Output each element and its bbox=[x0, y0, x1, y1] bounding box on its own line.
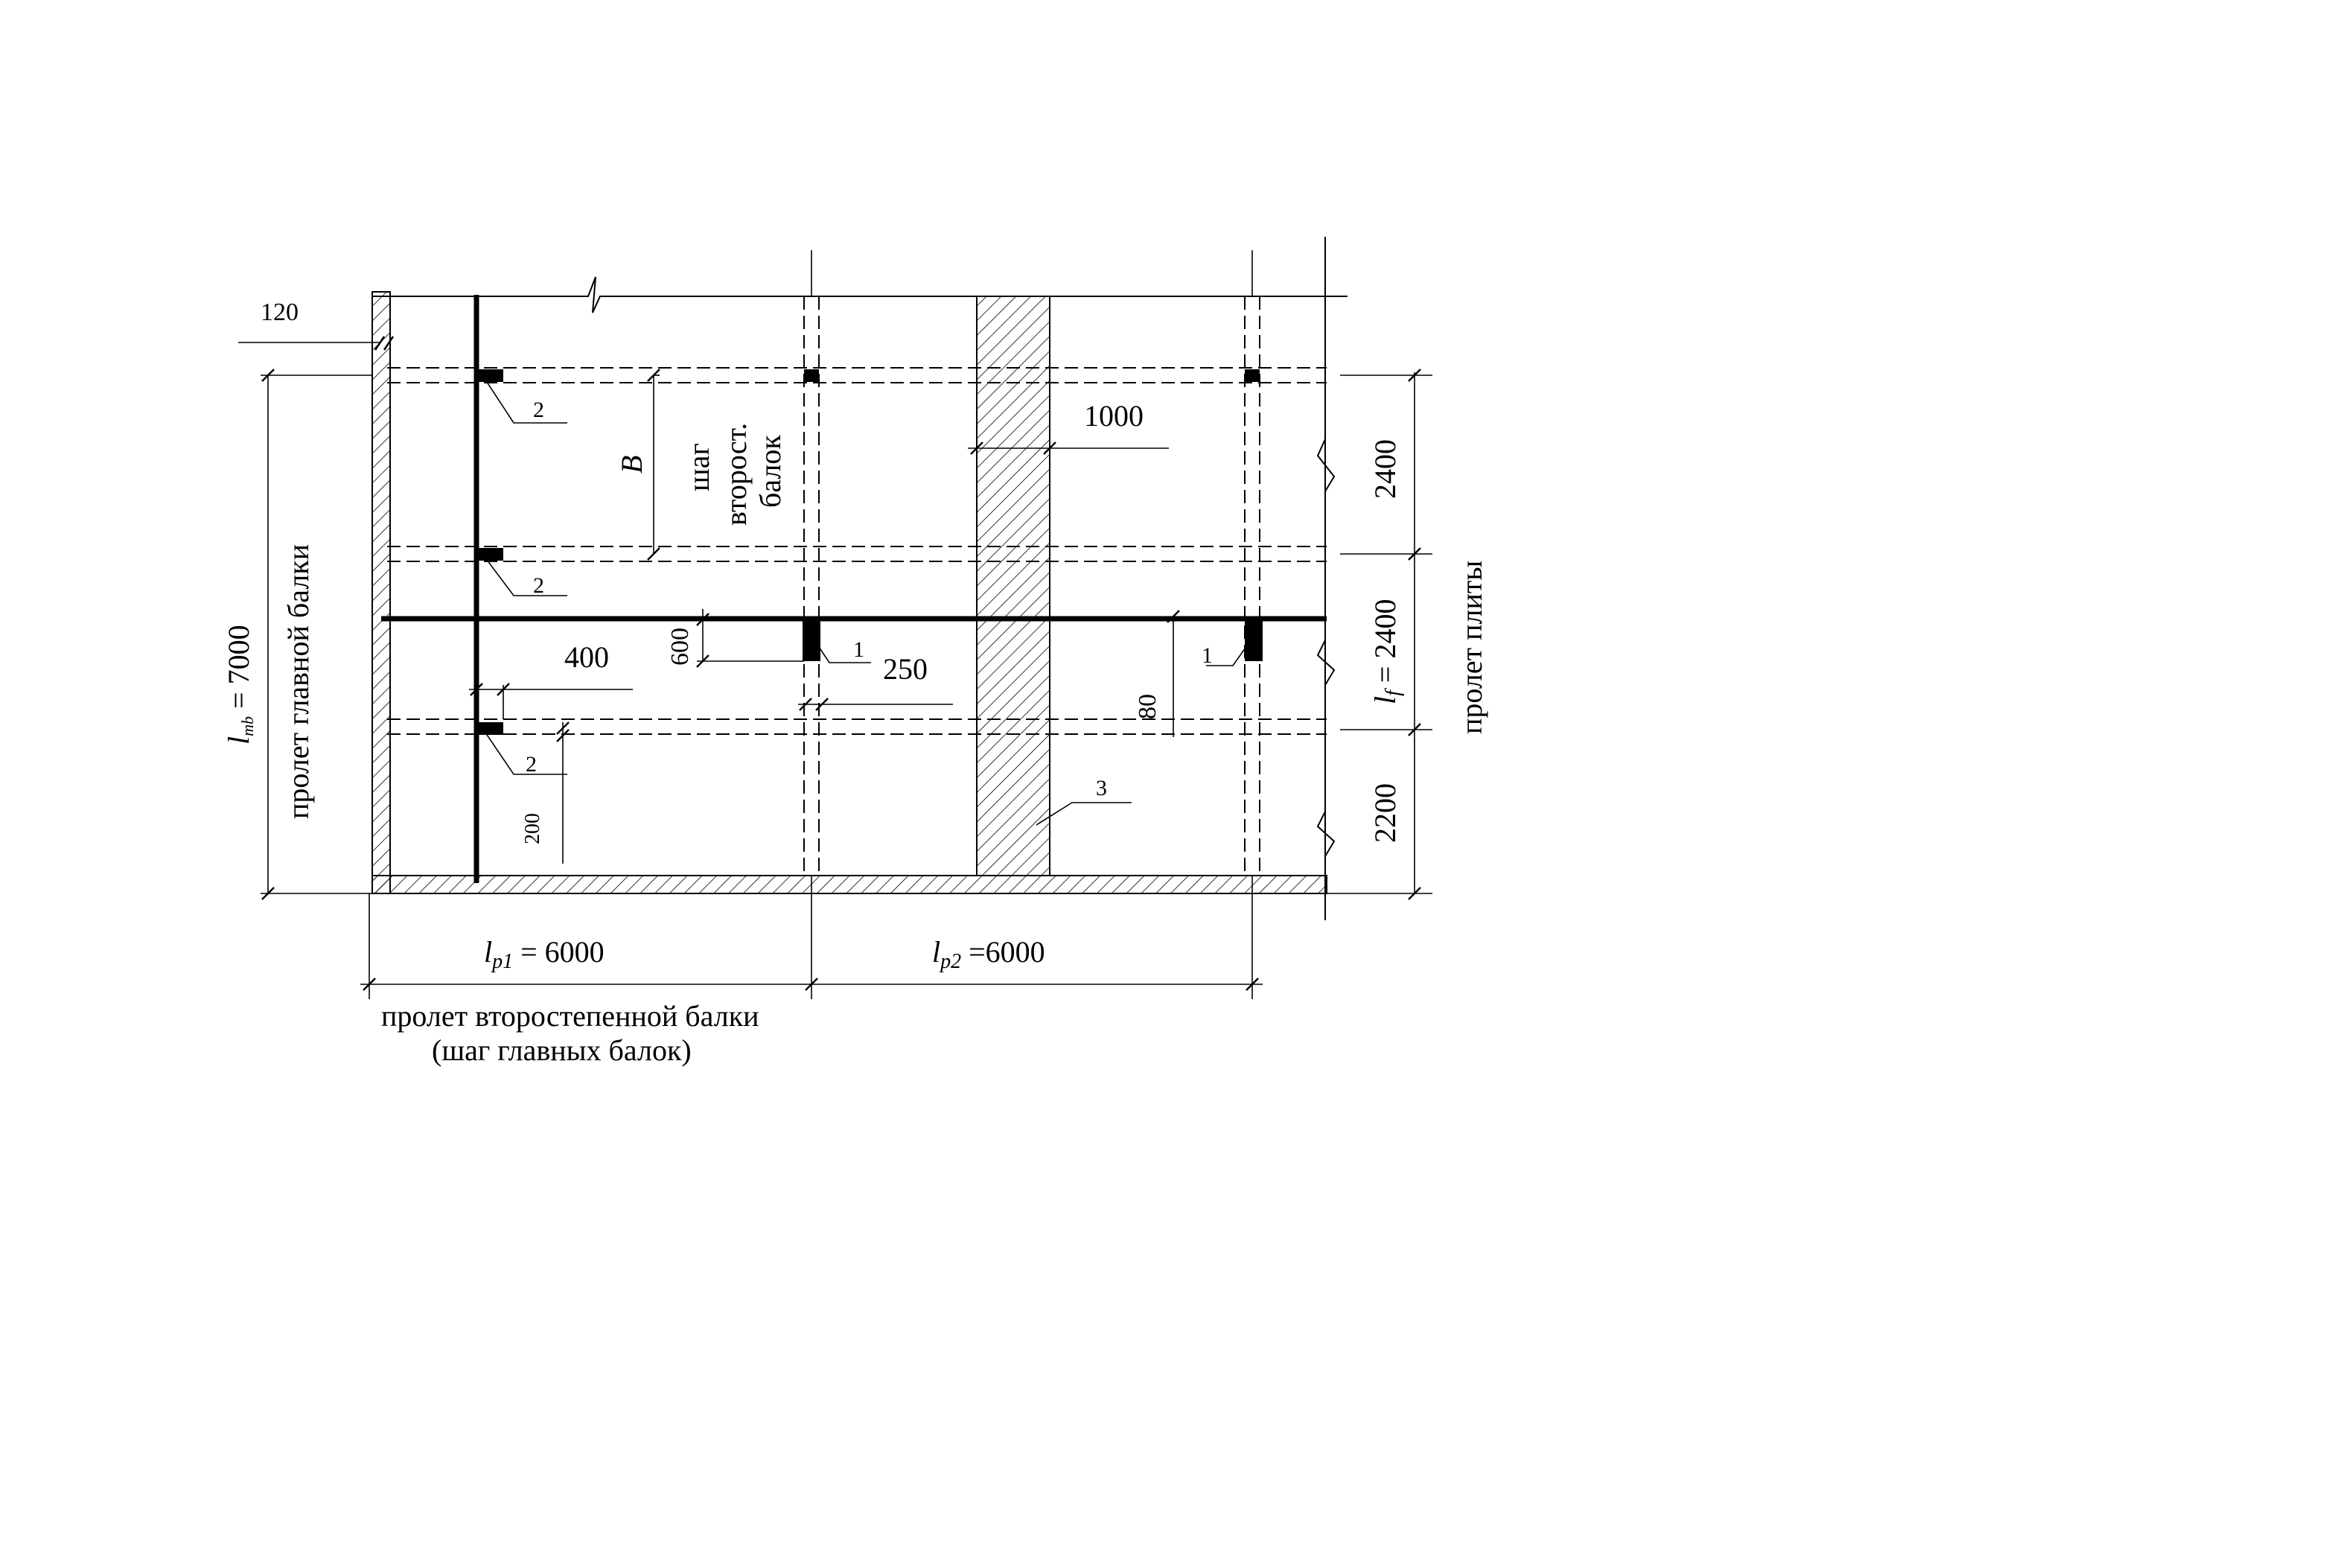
step-line2: второст. bbox=[719, 422, 753, 526]
secondary-span-line1: пролет второстепенной балки bbox=[381, 999, 759, 1033]
labels bbox=[222, 299, 1488, 1067]
main-beam-section-2 bbox=[1245, 621, 1263, 661]
lp2-label: $l_{p2} =6000$ bbox=[932, 935, 1045, 973]
leaders bbox=[482, 375, 1251, 825]
beam-section-top-right bbox=[1245, 369, 1260, 382]
beam-sections bbox=[479, 369, 1263, 735]
main-beam-section-1 bbox=[803, 621, 820, 661]
dim-2200: 2200 bbox=[1368, 783, 1402, 843]
beam-section-top-mid bbox=[804, 369, 819, 382]
dim-120: 120 bbox=[261, 299, 299, 326]
lmb-label: lmb = 7000 bbox=[222, 625, 257, 745]
B-label: B bbox=[615, 455, 648, 474]
marker-2a: 2 bbox=[533, 398, 544, 422]
marker-2c: 2 bbox=[526, 752, 537, 777]
lp1-label: $l_{p1} = 6000$ bbox=[484, 935, 605, 973]
step-line3: балок bbox=[753, 435, 787, 508]
dim-600: 600 bbox=[666, 628, 694, 666]
step-line1: шаг bbox=[682, 443, 715, 491]
dim-200: 200 bbox=[521, 813, 544, 844]
main-beam-span-label: пролет главной балки bbox=[281, 544, 315, 819]
marker-3: 3 bbox=[1096, 776, 1107, 800]
marker-1a: 1 bbox=[853, 637, 864, 662]
dim-2400-top: 2400 bbox=[1368, 439, 1402, 499]
dim-400: 400 bbox=[564, 640, 609, 674]
bottom-wall bbox=[372, 876, 1327, 893]
dim-250: 250 bbox=[883, 652, 928, 686]
secondary-span-line2: (шаг главных балок) bbox=[432, 1033, 692, 1067]
dim-80: 80 bbox=[1134, 694, 1161, 719]
outline bbox=[372, 237, 1348, 920]
marker-2b: 2 bbox=[533, 573, 544, 598]
marker-1b: 1 bbox=[1202, 643, 1213, 668]
dim-1000: 1000 bbox=[1084, 399, 1144, 433]
slab-span-label: пролет плиты bbox=[1455, 560, 1488, 734]
lf-label: lf = 2400 bbox=[1368, 599, 1405, 704]
